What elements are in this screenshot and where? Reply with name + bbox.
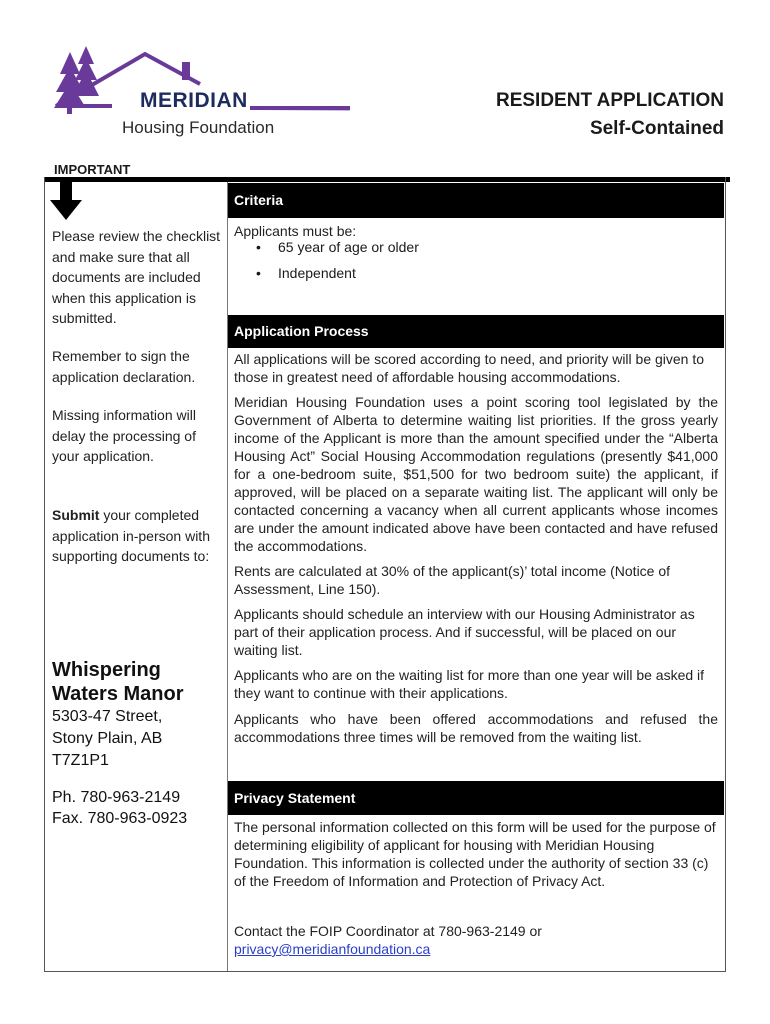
process-paragraph-2: Meridian Housing Foundation uses a point scoring tool legislated by the Government of Alberta to determine waiting list priorities. If the gross yearly income of the Applicant is more than the amount specified under the “Alberta Housing Act” Social Housing Accommodation regulations (presently $41,000 for a one-bedroom suite, $51,500 for two bedroom suite) the applicant, if approved, will be placed on a separate waiting list. The applicant will only be contacted concerning a vacancy when all current applicants whose incomes are under the amount indicated above have been contacted and have refused the accommodations. [234,394,718,554]
address-line-3: T7Z1P1 [52,752,109,769]
contact-numbers [52,787,227,829]
process-paragraph-4: Applicants should schedule an interview with our Housing Administrator as part of their application process. And if successful, will be placed on our waiting list. [234,606,695,658]
foip-contact-text: Contact the FOIP Coordinator at 780-963-2149 or [234,923,542,939]
column-divider [227,182,228,971]
mailing-address [52,706,227,772]
location-name: Whispering Waters Manor [52,659,184,705]
meridian-logo [50,44,350,144]
submit-bold: Submit [52,507,100,523]
document-subtitle: Self-Contained [589,118,724,139]
foip-contact [234,922,718,958]
process-paragraph-1: All applications will be scored according to need, and priority will be given to those in greatest need of affordable housing accommodations. [234,351,705,385]
process-paragraph-5: Applicants who are on the waiting list for more than one year will be asked if they want to continue with their applications. [234,667,705,701]
process-heading: Application Process [228,315,724,348]
privacy-email-link[interactable]: privacy@meridianfoundation.ca [234,941,431,957]
submit-text: your completed application in-person with supporting documents to: [52,507,210,564]
address-line-2: Stony Plain, AB [52,730,163,747]
review-instruction: Please review the checklist and make sure that all documents are included when this application is submitted. [52,228,221,326]
sign-reminder: Remember to sign the application declaration. [52,348,196,385]
phone-number: Ph. 780-963-2149 [52,789,181,806]
submit-instruction [52,505,222,567]
process-paragraph-3: Rents are calculated at 30% of the applicant(s)’ total income (Notice of Assessment, Line 150). [234,563,671,597]
process-paragraph-6: Applicants who have been offered accommodations and refused the accommodations three times will be removed from the waiting list. [234,711,718,745]
down-arrow-icon [44,182,94,224]
address-line-1: 5303-47 Street, [52,708,163,725]
criteria-item-independent: Independent [278,265,356,281]
criteria-item-age: 65 year of age or older [278,239,419,255]
document-title: RESIDENT APPLICATION [495,90,724,111]
bullet-icon: • [256,265,261,281]
important-label: IMPORTANT [54,162,131,177]
criteria-intro: Applicants must be: [234,223,357,239]
fax-number: Fax. 780-963-0923 [52,810,188,827]
missing-info-note: Missing information will delay the processing of your application. [52,407,196,464]
logo-subtitle: Housing Foundation [122,118,275,137]
bullet-icon: • [256,239,261,255]
criteria-heading: Criteria [228,183,724,218]
privacy-paragraph: The personal information collected on this form will be used for the purpose of determining eligibility of applicant for housing with Meridian Housing Foundation. This information is collected under the authority of section 33 (c) of the Freedom of Information and Protection of Privacy Act. [234,819,716,889]
privacy-heading: Privacy Statement [228,781,724,815]
logo-name: MERIDIAN [140,89,248,112]
